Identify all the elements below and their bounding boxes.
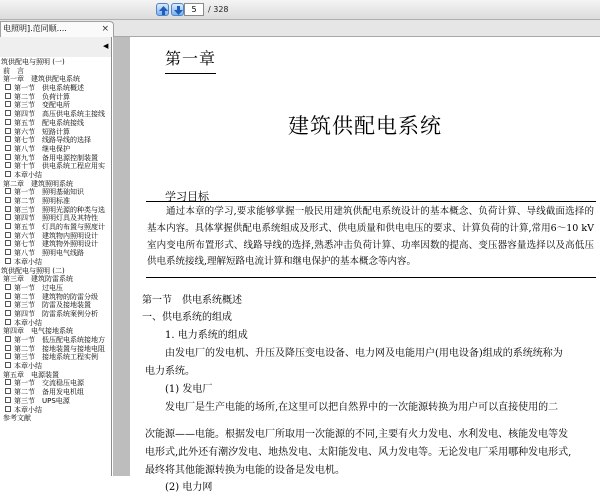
bookmark-item[interactable] [0, 414, 111, 423]
bookmark-item[interactable] [0, 162, 111, 171]
bookmark-label: 第三节 变配电所 [14, 101, 70, 110]
bookmark-page-icon [5, 240, 11, 246]
bookmark-label: 第十节 供电系统工程应用实 [14, 162, 105, 171]
page-total: / 328 [208, 5, 229, 14]
document-page [130, 37, 600, 493]
bookmark-item[interactable] [0, 284, 111, 293]
bookmark-item[interactable] [0, 171, 111, 180]
bookmark-label: 本章小结 [14, 405, 42, 414]
body-line: 发电厂是生产电能的场所,在这里可以把自然界中的一次能源转换为用户可以直接使用的二 [165, 402, 559, 413]
bookmark-label: 第一节 低压配电系统接地方 [14, 336, 105, 344]
bookmark-label: 第四章 电气接地系统 [3, 327, 73, 336]
bookmark-label: 前 言 [3, 66, 24, 75]
bookmark-item[interactable] [0, 336, 111, 345]
bookmark-page-icon [5, 188, 11, 194]
bookmark-page-icon [5, 388, 11, 394]
bookmark-label: 第九节 备用电源控制装置 [14, 153, 98, 162]
bookmark-label: 第二章 建筑照明系统 [3, 179, 73, 188]
arrow-down-icon [173, 5, 184, 16]
subsubsection-heading: 1. 电力系统的组成 [165, 330, 248, 341]
bookmark-item[interactable] [0, 58, 111, 67]
goals-title: 学习目标 [165, 190, 209, 203]
bookmark-page-icon [5, 310, 11, 316]
bookmark-item[interactable] [0, 301, 111, 310]
bookmark-page-icon [5, 293, 11, 299]
goals-paragraph: 通过本章的学习,要求能够掌握一般民用建筑供配电系统设计的基本概念、负荷计算、导线截面选择的基本内容。具体掌握供配电系统组成及形式、供电质量和供电电压的要求、计算负荷的计算,常用6～10 kV室内变电所布置形式、线路导线的选择,熟悉冲击负荷计算、功率因数的提高、变压器容量选择以及高低压供电系统接线,理解短路电流计算和继电保护的基本概念等内容。 [147, 206, 594, 268]
bookmark-item[interactable] [0, 84, 111, 93]
bookmark-label: 第三节 UPS电源 [14, 396, 70, 405]
subsection-heading: 一、供电系统的组成 [142, 312, 232, 323]
goals-divider-top [146, 201, 596, 202]
body-line: 电力系统。 [145, 366, 195, 377]
tab-document[interactable] [0, 21, 114, 37]
bookmark-label: 第四节 防雷系统案例分析 [14, 309, 98, 318]
bookmark-page-icon [5, 301, 11, 307]
bookmark-page-icon [5, 223, 11, 229]
prev-page-button[interactable] [156, 3, 169, 16]
page-gutter [113, 37, 130, 476]
bookmark-label: 第五章 电源装置 [3, 370, 59, 379]
tab-label: 电照明].范同顺.... [3, 24, 67, 33]
bookmark-label: 第三节 防雷及接地装置 [14, 301, 91, 310]
item-heading: (1) 发电厂 [165, 384, 213, 395]
sidebar-header [0, 37, 111, 57]
bookmark-item[interactable] [0, 388, 111, 397]
collapse-sidebar-icon[interactable]: ◀ [103, 42, 109, 50]
bookmark-label: 第二节 负荷计算 [14, 92, 70, 101]
bookmark-label: 第一节 照明基础知识 [14, 188, 84, 197]
bookmark-label: 第二节 照明标准 [14, 197, 70, 205]
bookmark-item[interactable] [0, 397, 111, 406]
bookmark-page-icon [5, 162, 11, 168]
page-number-input[interactable] [184, 3, 204, 16]
body-line: 最终将其他能源转换为电能的设备是发电机。 [145, 465, 345, 476]
bookmark-label: 第一节 过电压 [14, 283, 63, 292]
bookmark-label: 本章小结 [14, 318, 42, 327]
chapter-title: 建筑供配电系统 [288, 114, 442, 138]
bookmark-item[interactable] [0, 258, 111, 267]
bookmark-item[interactable] [0, 406, 111, 415]
bookmark-label: 第八节 照明电气线路 [14, 249, 84, 258]
bookmark-item[interactable] [0, 353, 111, 362]
bookmark-page-icon [5, 206, 11, 212]
bookmark-item[interactable] [0, 180, 111, 189]
bookmark-label: 第四节 照明灯具及其特性 [14, 214, 98, 223]
bookmark-label: 第三节 照明光源的种类与选 [14, 205, 105, 214]
bookmark-label: 第三节 接地系统工程实例 [14, 353, 98, 362]
bookmark-page-icon [5, 110, 11, 116]
bookmark-item[interactable] [0, 197, 111, 206]
bookmark-item[interactable] [0, 275, 111, 284]
bookmark-label: 第六节 建筑物内照明设计 [14, 231, 98, 240]
bookmark-page-icon [5, 197, 11, 203]
bookmark-label: 筑供配电与照明 (一) [1, 58, 65, 66]
tab-bar [0, 20, 600, 37]
bookmark-page-icon [5, 232, 11, 238]
bookmark-label: 本章小结 [14, 362, 42, 371]
section-heading: 第一节 供电系统概述 [142, 295, 242, 306]
bookmark-item[interactable] [0, 240, 111, 249]
bookmark-item[interactable] [0, 145, 111, 154]
goals-divider-bottom [146, 277, 596, 278]
bookmark-page-icon [5, 101, 11, 107]
bookmark-page-icon [5, 128, 11, 134]
bookmark-item[interactable] [0, 101, 111, 110]
bookmark-item[interactable] [0, 249, 111, 258]
toolbar [0, 0, 600, 20]
bookmark-label: 第二节 备用发电机组 [14, 388, 84, 397]
bookmark-page-icon [5, 171, 11, 177]
bookmark-item[interactable] [0, 188, 111, 197]
bookmark-item[interactable] [0, 267, 111, 276]
bookmark-item[interactable] [0, 75, 111, 84]
bookmark-item[interactable] [0, 293, 111, 302]
bookmark-item[interactable] [0, 214, 111, 223]
bookmark-label: 第七节 线路导线的选择 [14, 136, 91, 145]
bookmark-label: 第二节 建筑物的防雷分级 [14, 292, 98, 301]
chapter-label: 第一章 [165, 46, 216, 74]
bookmark-item[interactable] [0, 154, 111, 163]
body-line: 由发电厂的发电机、升压及降压变电设备、电力网及电能用户(用电设备)组成的系统统称为 [165, 348, 563, 359]
bookmark-label: 第五节 配电系统接线 [14, 118, 84, 127]
bookmark-label: 参考文献 [3, 414, 31, 423]
bookmark-page-icon [5, 93, 11, 99]
next-page-button[interactable] [171, 3, 184, 16]
bookmark-label: 筑供配电与照明 (二) [1, 266, 65, 275]
bookmark-page-icon [5, 136, 11, 142]
bookmark-label: 第八节 继电保护 [14, 144, 70, 153]
bookmark-page-icon [5, 397, 11, 403]
bookmark-page-icon [5, 319, 11, 325]
bookmark-label: 第一节 供电系统概述 [14, 84, 84, 93]
bookmark-item[interactable] [0, 310, 111, 319]
bookmark-label: 本章小结 [14, 257, 42, 266]
bookmark-item[interactable] [0, 119, 111, 128]
bookmark-page-icon [5, 284, 11, 290]
bookmark-page-icon [5, 258, 11, 264]
bookmark-label: 第一节 交流稳压电源 [14, 379, 84, 388]
bookmark-item[interactable] [0, 223, 111, 232]
bookmark-item[interactable] [0, 110, 111, 119]
bookmark-item[interactable] [0, 327, 111, 336]
bookmark-label: 第五节 灯具的布置与照度计 [14, 223, 105, 232]
close-icon[interactable]: × [101, 24, 109, 34]
bookmark-item[interactable] [0, 379, 111, 388]
bookmark-page-icon [5, 84, 11, 90]
bookmark-page-icon [5, 406, 11, 412]
bookmark-page-icon [5, 145, 11, 151]
bookmark-label: 第六节 短路计算 [14, 127, 70, 136]
bookmark-item[interactable] [0, 319, 111, 328]
bookmark-label: 第四节 高压供电系统主接线 [14, 110, 105, 119]
bookmark-label: 第三章 建筑防雷系统 [3, 275, 73, 284]
body-line: 次能源——电能。根据发电厂所取用一次能源的不同,主要有火力发电、水利发电、核能发电等发 [145, 429, 569, 440]
bookmark-page-icon [5, 345, 11, 351]
bookmark-page-icon [5, 214, 11, 220]
bookmarks-sidebar [0, 37, 112, 476]
bookmark-page-icon [5, 249, 11, 255]
item-heading: (2) 电力网 [165, 482, 213, 493]
bookmark-page-icon [5, 119, 11, 125]
bookmark-tree [0, 58, 111, 423]
bookmark-item[interactable] [0, 136, 111, 145]
bookmark-page-icon [5, 154, 11, 160]
body-line: 电形式,此外还有潮汐发电、地热发电、太阳能发电、风力发电等。无论发电厂采用哪种发电形式, [145, 447, 572, 458]
bookmark-label: 本章小结 [14, 170, 42, 179]
bookmark-label: 第一章 建筑供配电系统 [3, 75, 80, 84]
arrow-up-icon [158, 5, 169, 16]
bookmark-page-icon [5, 353, 11, 359]
bookmark-item[interactable] [0, 362, 111, 371]
bookmark-page-icon [5, 336, 11, 342]
bookmark-label: 第七节 建筑物外照明设计 [14, 240, 98, 249]
bookmark-page-icon [5, 362, 11, 368]
bookmark-page-icon [5, 379, 11, 385]
bookmark-label: 第二节 接地装置与接地电阻 [14, 344, 105, 353]
bookmark-item[interactable] [0, 128, 111, 137]
